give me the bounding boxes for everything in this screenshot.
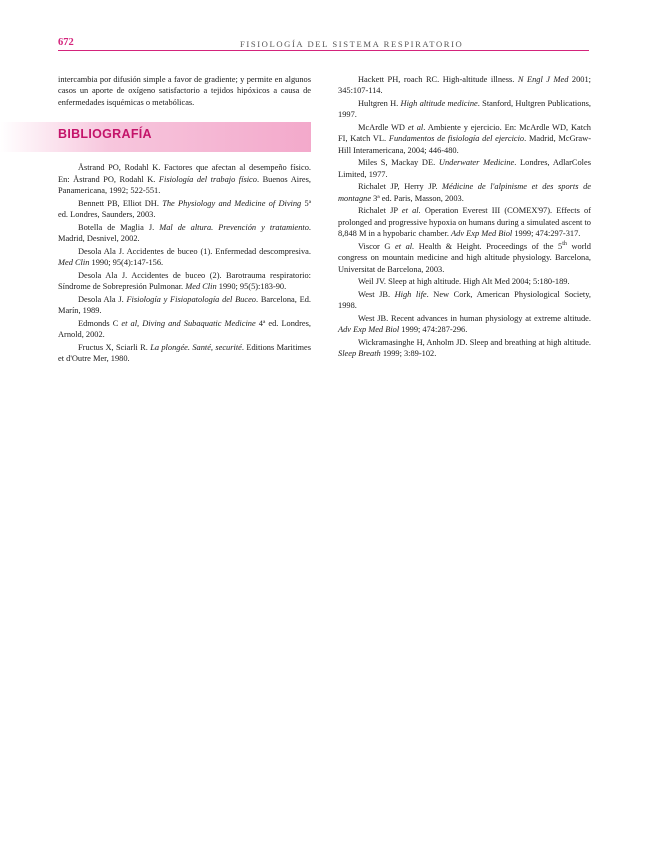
reference-part: Desola Ala J. xyxy=(78,294,127,304)
reference-entry xyxy=(58,342,311,365)
reference-part: Botella de Maglia J. xyxy=(78,222,160,232)
reference-part: . Editions Maritimes et d'Outre Mer, 1980. xyxy=(58,342,312,364)
reference-part: Fisiología y Fisiopatología del Buceo xyxy=(126,294,256,304)
reference-list-left xyxy=(58,162,311,364)
reference-part: 1999; 474:297-317. xyxy=(512,229,581,239)
reference-part: . Buenos Aires, Panamericana, 1992; 522-551. xyxy=(58,174,311,196)
reference-part: 1999; 3:89-102. xyxy=(380,349,437,359)
reference-entry xyxy=(58,246,311,269)
reference-part: et al, Diving and Subaquatic Medicine xyxy=(121,318,256,328)
reference-part: Hultgren H. xyxy=(358,99,401,108)
reference-part: Adv Exp Med Biol xyxy=(451,229,513,239)
reference-entry xyxy=(58,198,311,221)
reference-part: Med Clin xyxy=(185,282,217,292)
reference-part: Fructus X, Sciarli R. xyxy=(78,342,151,352)
reference-entry xyxy=(338,289,591,312)
reference-part: La plongée. Santé, securité xyxy=(150,342,242,352)
reference-part: th xyxy=(562,241,567,248)
reference-part: Åstrand PO, Rodahl K. Factores que afectan al desempeño físico. En: Åstrand PO, Rodahl K. xyxy=(58,163,311,184)
reference-entry xyxy=(58,270,311,293)
reference-part: Miles S, Mackay DE. xyxy=(358,158,439,168)
bibliography-heading: BIBLIOGRAFÍA xyxy=(58,127,152,142)
reference-part: West JB. xyxy=(358,289,395,299)
page-number: 672 xyxy=(58,37,74,48)
reference-entry xyxy=(58,162,311,196)
reference-part: Fundamentos de fisiología del ejercicio xyxy=(388,134,525,144)
reference-part: Wickramasinghe H, Anholm JD. Sleep and breathing at high altitude. xyxy=(358,337,591,347)
running-head: FISIOLOGÍA DEL SISTEMA RESPIRATORIO xyxy=(240,39,464,49)
reference-entry xyxy=(58,318,311,341)
reference-entry xyxy=(58,294,311,317)
reference-part: 3ª ed. Paris, Masson, 2003. xyxy=(371,193,464,203)
reference-part: Operation Everest III (COMEX'97). Effects of prolonged and progressive hypoxia on humans during a simulated ascent to 8,848 M in a hypobaric chamber. xyxy=(338,206,592,239)
reference-part: The Physiology and Medicine of Diving xyxy=(162,198,302,208)
reference-entry xyxy=(338,122,591,156)
reference-entry xyxy=(338,98,591,121)
reference-part: Adv Exp Med Biol xyxy=(338,325,400,335)
reference-part: High life xyxy=(394,289,427,299)
reference-part: . Madrid, Desnivel, 2002. xyxy=(58,222,311,244)
reference-part: 5ª ed. Londres, Saunders, 2003. xyxy=(58,198,311,220)
reference-part: et al xyxy=(407,123,424,132)
reference-part: West JB. Recent advances in human physiology at extreme altitude. xyxy=(358,313,591,323)
reference-part: Fisiología del trabajo físico xyxy=(158,174,257,184)
reference-entry xyxy=(58,222,311,245)
right-column xyxy=(338,74,591,361)
intro-text: intercambia por difusión simple a favor de gradiente; y permite en algunos casos un aporte de oxígeno satisfactorio a tejidos hipóxicos a causa de enfermedades isquémicas o metabólicas. xyxy=(58,75,311,107)
reference-entry xyxy=(338,74,591,97)
reference-entry xyxy=(338,157,591,180)
reference-part: et al. xyxy=(395,241,415,251)
reference-entry xyxy=(338,241,591,275)
reference-part: Médicine de l'alpinisme et des sports de montagne xyxy=(338,182,591,203)
header-rule xyxy=(58,50,589,51)
reference-part: Bennett PB, Elliot DH. xyxy=(78,198,163,208)
reference-part: Weil JV. Sleep at high altitude. High Alt Med 2004; 5:180-189. xyxy=(358,277,570,287)
reference-part: Edmonds C xyxy=(78,318,122,328)
reference-part: 2001; 345:107-114. xyxy=(338,75,592,96)
reference-entry xyxy=(338,181,591,204)
reference-part: Desola Ala J. Accidentes de buceo (1). Enfermedad descompresiva. xyxy=(78,246,311,256)
reference-entry xyxy=(338,313,591,336)
reference-part: et al. xyxy=(401,206,421,216)
reference-part: 1990; 95(5):183-90. xyxy=(216,282,287,292)
reference-part: N Engl J Med xyxy=(517,75,569,84)
reference-part: High altitude medicine xyxy=(400,99,478,108)
reference-part: Med Clin xyxy=(58,258,90,268)
reference-part: Viscor G xyxy=(358,241,395,251)
reference-part: Health & Height. Proceedings of the 5 xyxy=(414,241,563,251)
reference-entry xyxy=(338,337,591,360)
reference-part: Sleep Breath xyxy=(338,349,381,359)
reference-part: 4ª ed. Londres, Arnold, 2002. xyxy=(58,318,311,340)
reference-part: Richalet JP xyxy=(358,206,402,216)
reference-part: 1999; 474:287-296. xyxy=(399,325,468,335)
intro-paragraph xyxy=(58,74,311,108)
reference-part: . Barcelona, Ed. Marín, 1989. xyxy=(58,294,311,316)
reference-entry xyxy=(338,205,591,239)
reference-part: . New Cork, American Physiological Society, 1998. xyxy=(338,289,591,311)
left-column xyxy=(58,74,311,366)
reference-list-right xyxy=(338,74,591,360)
reference-part: McArdle WD xyxy=(358,123,408,132)
reference-part: 1990; 95(4):147-156. xyxy=(89,258,164,268)
reference-part: Hackett PH, roach RC. High-altitude illness. xyxy=(358,75,518,84)
reference-entry xyxy=(338,276,591,287)
bibliography-band xyxy=(0,122,311,152)
reference-part: Desola Ala J. Accidentes de buceo (2). Barotrauma respiratorio: Síndrome de Sobrepresión Pulmonar. xyxy=(58,270,311,292)
reference-part: . Londres, AdlarColes Limited, 1977. xyxy=(338,158,591,179)
reference-part: world congress on mountain medicine and high altitude physiology. Barcelona, Universitat de Barcelona, 2003. xyxy=(338,241,591,274)
reference-part: Mal de altura. Prevención y tratamiento xyxy=(159,222,309,232)
reference-part: . Ambiente y ejercicio. En: McArdle WD, Katch FI, Katch VL. xyxy=(338,123,591,144)
reference-part: Underwater Medicine xyxy=(438,158,515,168)
reference-part: . Stanford, Hultgren Publications, 1997. xyxy=(338,99,591,120)
reference-part: . Madrid, McGraw-Hill Interamericana, 2004; 446-480. xyxy=(338,134,591,155)
reference-part: Richalet JP, Herry JP. xyxy=(358,182,443,192)
